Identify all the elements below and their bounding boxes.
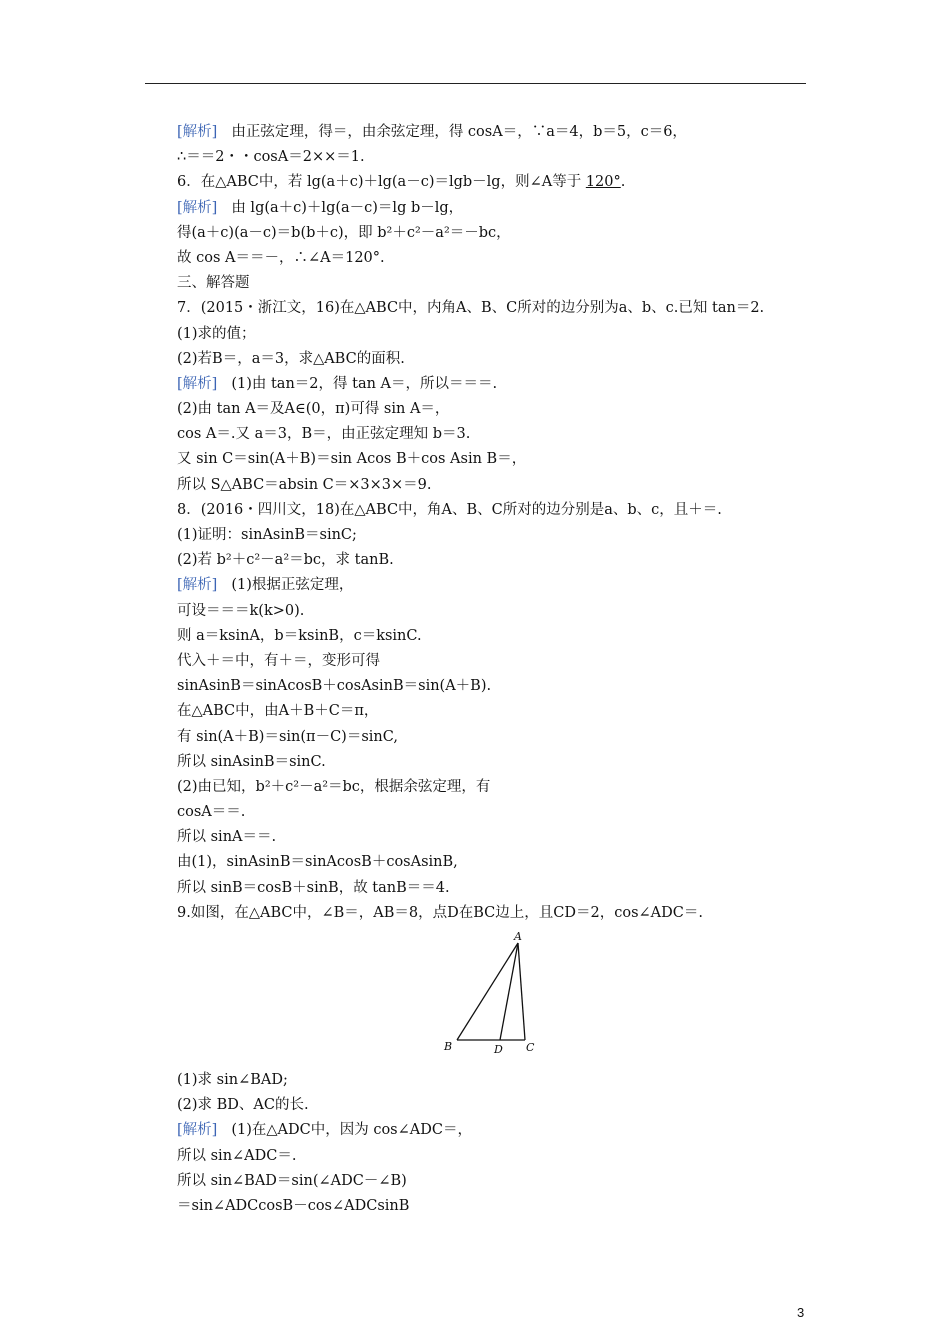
text-line: 故 cos A＝＝－，∴∠A＝120°. (177, 249, 385, 266)
text-line: (1)求的值； (177, 325, 256, 342)
text-line: (1)求 sin∠BAD; (177, 1072, 288, 1088)
header-rule (145, 83, 806, 84)
text-line: 由(1)，sinAsinB＝sinAcosB＋cosAsinB, (177, 854, 458, 871)
text-line: 又 sin C＝sin(A＋B)＝sin Acos B＋cos Asin B＝， (177, 451, 527, 468)
analysis-tag: [解析] (177, 577, 218, 594)
text-line: 有 sin(A＋B)＝sin(π－C)＝sinC, (177, 728, 398, 745)
text-line: 所以 sinB＝cosB＋sinB，故 tanB＝＝4. (177, 879, 450, 896)
text-line: 在△ABC中，由A＋B＋C＝π， (177, 703, 379, 720)
text-line: 所以 sin∠BAD＝sin(∠ADC－∠B) (177, 1172, 407, 1189)
text-line: [解析] 由正弦定理，得＝，由余弦定理，得 cosA＝，∵a＝4，b＝5，c＝6， (177, 124, 687, 140)
text-line: 所以 S△ABC＝absin C＝×3×3×＝9. (177, 476, 432, 493)
text-line: [解析] 由 lg(a＋c)＋lg(a－c)＝lg b－lg， (177, 199, 464, 216)
question-7: 7．(2015・浙江文，16)在△ABC中，内角A、B、C所对的边分别为a、b、c.已知 tan＝2. (177, 300, 765, 317)
vertex-label-c: C (526, 1041, 535, 1054)
text-line: (1)证明：sinAsinB＝sinC; (177, 527, 357, 543)
answer-q6: 120° (585, 174, 621, 191)
text-line: (2)由 tan A＝及A∈(0，π)可得 sin A＝， (177, 401, 450, 418)
triangle-figure (440, 926, 540, 1056)
text-line: [解析] (1)在△ADC中，因为 cos∠ADC＝， (177, 1122, 472, 1139)
vertex-label-b: B (444, 1040, 453, 1053)
text-line: 所以 sin∠ADC＝. (177, 1147, 297, 1164)
text-line: (2)求 BD、AC的长. (177, 1097, 309, 1114)
text-line: 所以 sinAsinB＝sinC. (177, 753, 326, 770)
text-line: 代入＋＝中，有＋＝，变形可得 (177, 652, 380, 669)
point-label-d: D (494, 1043, 503, 1056)
text-line: 则 a＝ksinA，b＝ksinB，c＝ksinC. (177, 627, 422, 644)
text-line: ＝sin∠ADCcosB－cos∠ADCsinB (177, 1197, 410, 1214)
text-line: cosA＝＝. (177, 804, 246, 821)
text-line: (2)若B＝，a＝3，求△ABC的面积. (177, 350, 405, 367)
text-line: sinAsinB＝sinAcosB＋cosAsinB＝sin(A＋B). (177, 678, 492, 695)
analysis-tag: [解析] (177, 124, 218, 140)
question-9: 9.如图，在△ABC中，∠B＝，AB＝8，点D在BC边上，且CD＝2，cos∠ADC＝. (177, 904, 703, 921)
text-line: 得(a＋c)(a－c)＝b(b＋c)，即 b²＋c²－a²＝－bc， (177, 224, 511, 241)
text-line: 可设＝＝＝k(k>0). (177, 602, 305, 619)
text-line: cos A＝.又 a＝3，B＝，由正弦定理知 b＝3. (177, 426, 471, 443)
section-heading: 三、解答题 (177, 275, 250, 292)
text-line: 所以 sinA＝＝. (177, 829, 277, 846)
text-line: [解析] (1)根据正弦定理， (177, 577, 354, 594)
text-line: (2)若 b²＋c²－a²＝bc，求 tanB. (177, 552, 394, 569)
question-6: 6．在△ABC中，若 lg(a＋c)＋lg(a－c)＝lgb－lg，则∠A等于 120°. (177, 174, 626, 191)
question-8: 8．(2016・四川文，18)在△ABC中，角A、B、C所对的边分别是a、b、c，且＋＝. (177, 501, 722, 518)
vertex-label-a: A (514, 930, 522, 943)
text-line: [解析] (1)由 tan＝2，得 tan A＝，所以＝＝＝. (177, 375, 498, 392)
analysis-tag: [解析] (177, 375, 218, 392)
side-ac (518, 943, 525, 1040)
analysis-tag: [解析] (177, 1122, 218, 1139)
analysis-tag: [解析] (177, 199, 218, 216)
page-number: 3 (797, 1305, 805, 1320)
text-line: (2)由已知，b²＋c²－a²＝bc，根据余弦定理，有 (177, 778, 491, 795)
text-line: ∴＝＝2・・cosA＝2××＝1. (177, 149, 365, 166)
